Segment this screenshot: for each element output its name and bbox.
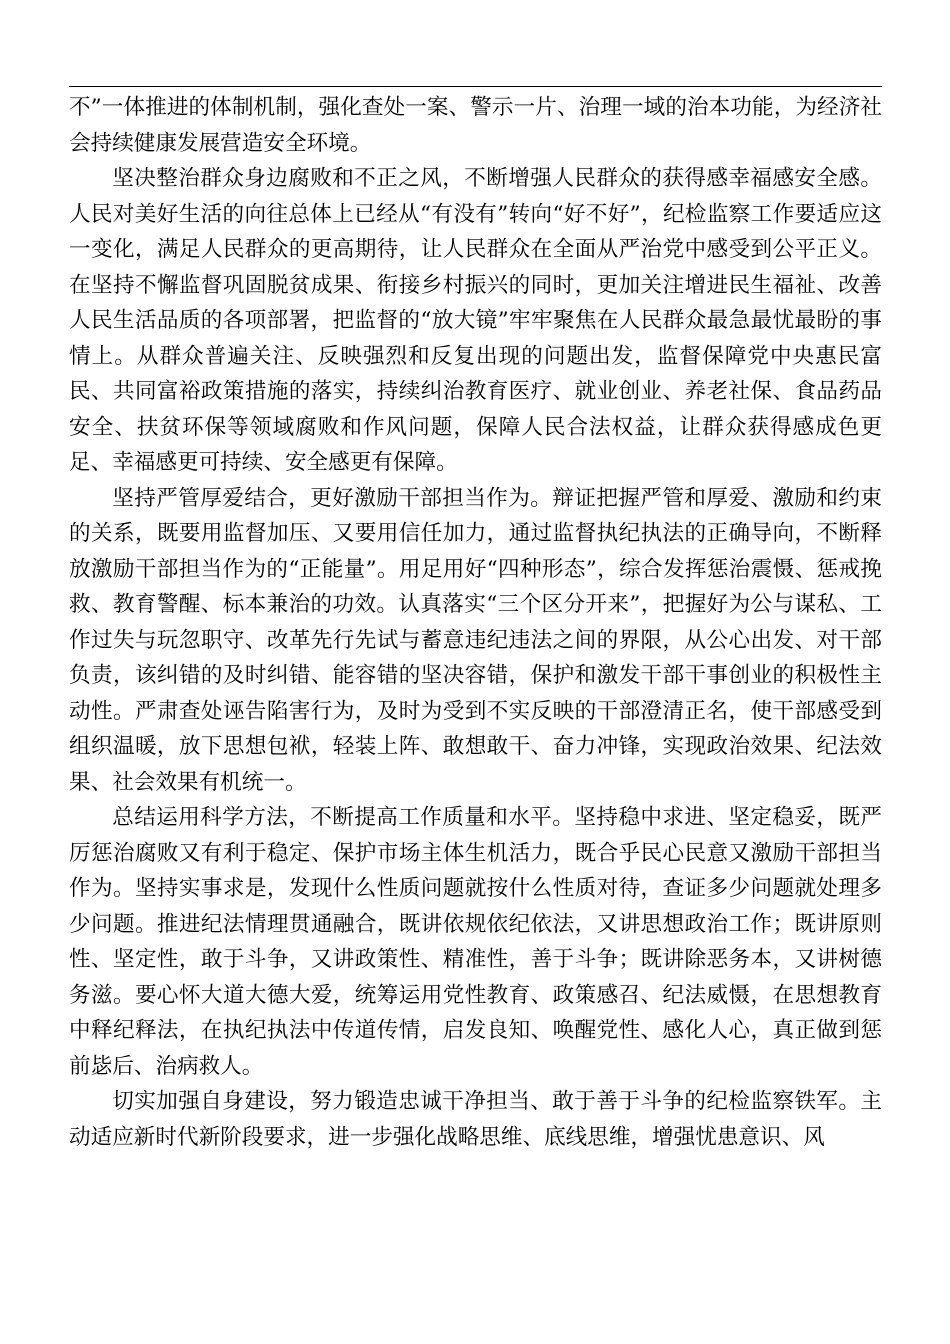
document-body xyxy=(69,90,882,1155)
paragraph-2: 坚决整治群众身边腐败和不正之风，不断增强人民群众的获得感幸福感安全感。人民对美好生活的向往总体上已经从“有没有”转向“好不好”，纪检监察工作要适应这一变化，满足人民群众的更高期待，让人民群众在全面从严治党中感受到公平正义。在坚持不懈监督巩固脱贫成果、衔接乡村振兴的同时，更加关注增进民生福祉、改善人民生活品质的各项部署，把监督的“放大镜”牢牢聚焦在人民群众最急最忧最盼的事情上。从群众普遍关注、反映强烈和反复出现的问题出发，监督保障党中央惠民富民、共同富裕政策措施的落实，持续纠治教育医疗、就业创业、养老社保、食品药品安全、扶贫环保等领域腐败和作风问题，保障人民合法权益，让群众获得感成色更足、幸福感更可持续、安全感更有保障。 xyxy=(69,166,882,475)
paragraph-4: 总结运用科学方法，不断提高工作质量和水平。坚持稳中求进、坚定稳妥，既严厉惩治腐败又有利于稳定、保护市场主体生机活力，既合乎民心民意又激励干部担当作为。坚持实事求是，发现什么性质问题就按什么性质对待，查证多少问题就处理多少问题。推进纪法情理贯通融合，既讲依规依纪依法，又讲思想政治工作；既讲原则性、坚定性，敢于斗争，又讲政策性、精准性，善于斗争；既讲除恶务本，又讲树德务滋。要心怀大道大德大爱，统筹运用党性教育、政策感召、纪法威慑，在思想教育中释纪释法，在执纪执法中传道传情，启发良知、唤醒党性、感化人心，真正做到惩前毖后、治病救人。 xyxy=(69,805,882,1079)
header-rule xyxy=(69,86,882,87)
paragraph-5: 切实加强自身建设，努力锻造忠诚干净担当、敢于善于斗争的纪检监察铁军。主动适应新时代新阶段要求，进一步强化战略思维、底线思维，增强忧患意识、风 xyxy=(69,1089,882,1150)
paragraph-3: 坚持严管厚爱结合，更好激励干部担当作为。辩证把握严管和厚爱、激励和约束的关系，既要用监督加压、又要用信任加力，通过监督执纪执法的正确导向，不断释放激励干部担当作为的“正能量”。用足用好“四种形态”，综合发挥惩治震慑、惩戒挽救、教育警醒、标本兼治的功效。认真落实“三个区分开来”，把握好为公与谋私、工作过失与玩忽职守、改革先行先试与蓄意违纪违法之间的界限，从公心出发、对干部负责，该纠错的及时纠错、能容错的坚决容错，保护和激发干部干事创业的积极性主动性。严肃查处诬告陷害行为，及时为受到不实反映的干部澄清正名，使干部感受到组织温暖，放下思想包袱，轻装上阵、敢想敢干、奋力冲锋，实现政治效果、纪法效果、社会效果有机统一。 xyxy=(69,485,882,795)
paragraph-1: 不”一体推进的体制机制，强化查处一案、警示一片、治理一域的治本功能，为经济社会持续健康发展营造安全环境。 xyxy=(69,95,882,156)
